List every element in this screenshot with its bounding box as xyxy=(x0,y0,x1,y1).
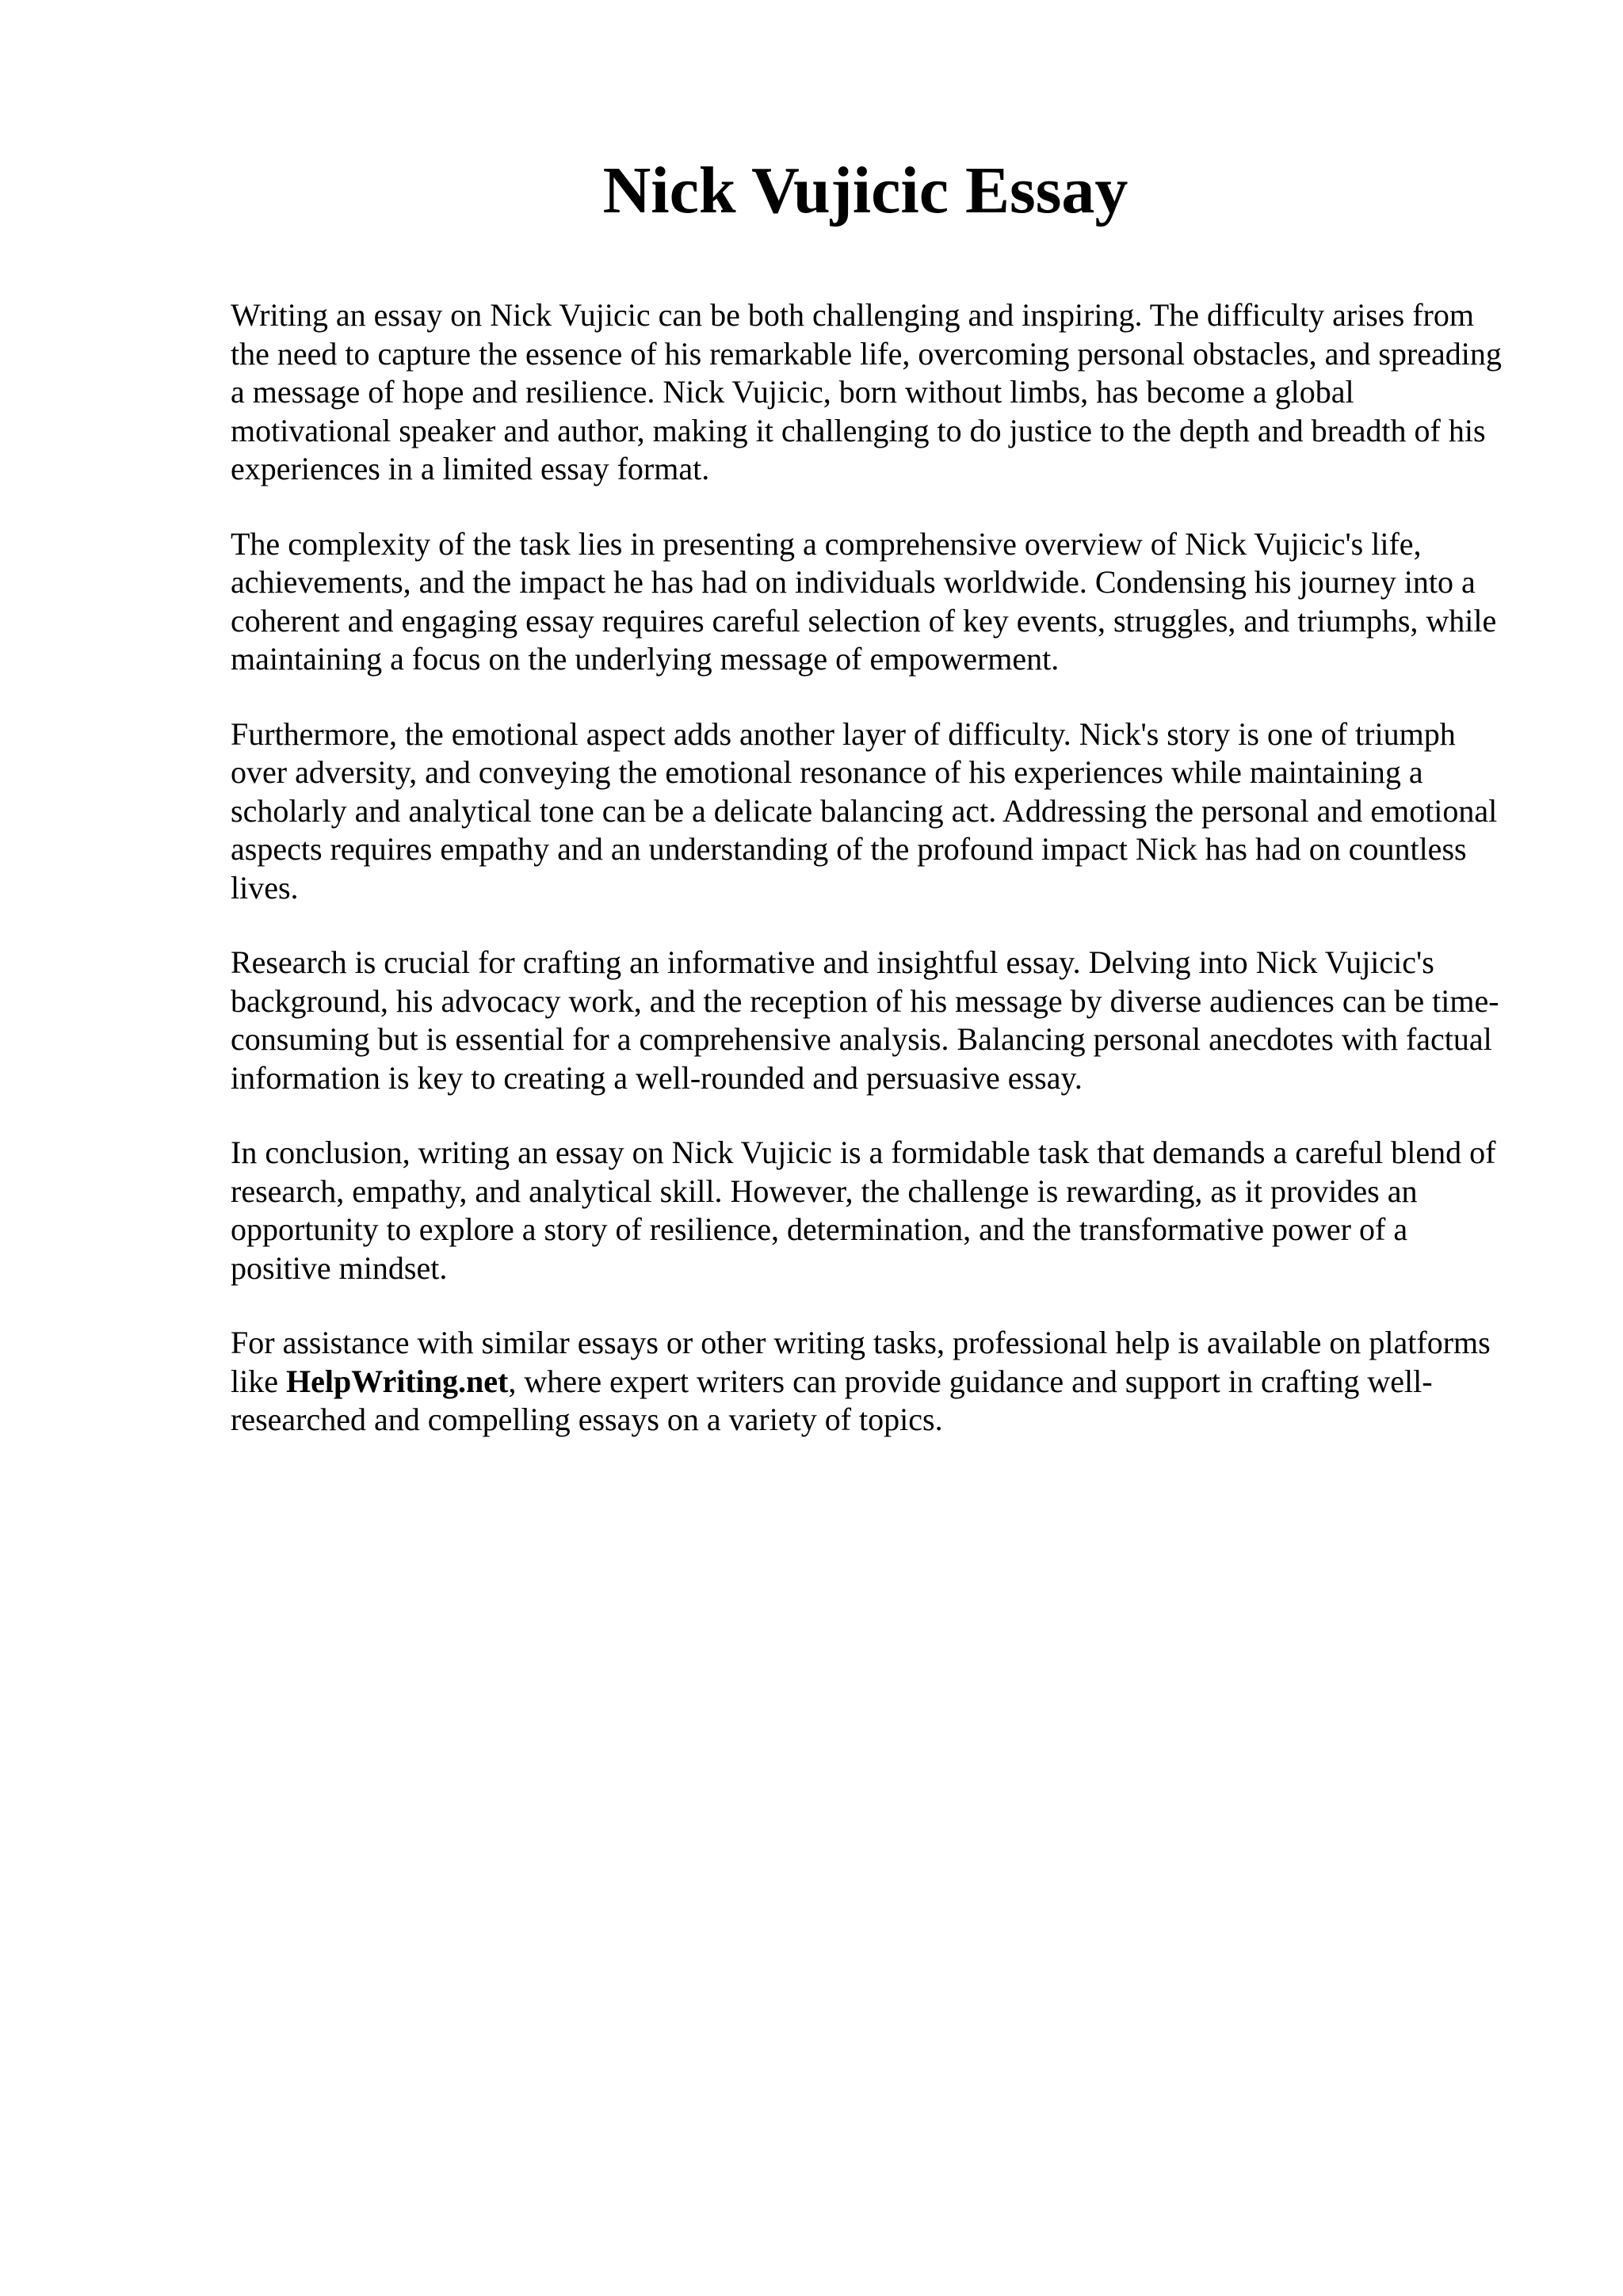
essay-paragraph-3: Furthermore, the emotional aspect adds another layer of difficulty. Nick's story is one of triumph over adversity, and conveying the emotional resonance of his experiences while maintaining a scholarly and analytical tone can be a delicate balancing act. Addressing the personal and emotional aspects requires empathy and an understanding of the profound impact Nick has had on countless lives. xyxy=(231,715,1498,906)
essay-paragraph-2: The complexity of the task lies in presenting a comprehensive overview of Nick Vujicic's life, achievements, and the impact he has had on individuals worldwide. Condensing his journey into a coherent and engaging essay requires careful selection of key events, struggles, and triumphs, while maintaining a focus on the underlying message of empowerment. xyxy=(231,525,1497,677)
closing-text-before-link: For assistance with similar essays or other writing tasks, professional help is available on platforms like xyxy=(231,1325,1491,1399)
essay-body xyxy=(231,296,1514,1476)
essay-paragraph-4: Research is crucial for crafting an informative and insightful essay. Delving into Nick Vujicic's background, his advocacy work, and the reception of his message by diverse audiences can be time-consuming but is essential for a comprehensive analysis. Balancing personal anecdotes with factual information is key to creating a well-rounded and persuasive essay. xyxy=(231,944,1499,1096)
essay-closing-paragraph xyxy=(231,1324,1514,1440)
helpwriting-link[interactable]: HelpWriting.net xyxy=(285,1363,509,1399)
essay-paragraph-5: In conclusion, writing an essay on Nick Vujicic is a formidable task that demands a careful blend of research, empathy, and analytical skill. However, the challenge is rewarding, as it provides an opportunity to explore a story of resilience, determination, and the transformative power of a positive mindset. xyxy=(231,1135,1496,1286)
closing-text-after-link: , where expert writers can provide guidance and support in crafting well-researched and compelling essays on a variety of topics. xyxy=(231,1363,1433,1437)
essay-title: Nick Vujicic Essay xyxy=(602,154,1128,227)
essay-paragraph-1: Writing an essay on Nick Vujicic can be both challenging and inspiring. The difficulty arises from the need to capture the essence of his remarkable life, overcoming personal obstacles, and spreading a message of hope and resilience. Nick Vujicic, born without limbs, has become a global motivational speaker and author, making it challenging to do justice to the depth and breadth of his experiences in a limited essay format. xyxy=(231,297,1502,486)
